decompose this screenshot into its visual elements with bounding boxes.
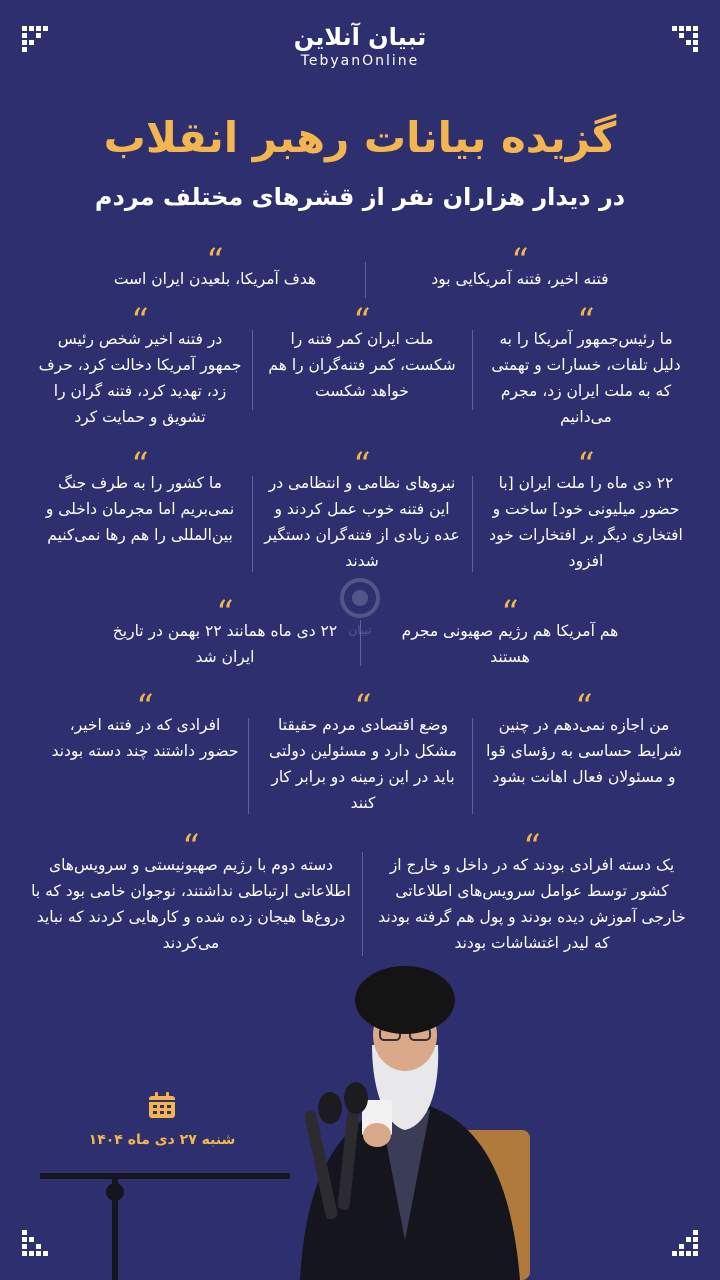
divider [248, 718, 249, 814]
quote-mark-icon: “ [216, 593, 234, 633]
brand-name-english: TebyanOnline [300, 53, 420, 69]
quote-mark-icon: “ [577, 301, 595, 341]
quote-card [385, 241, 655, 292]
quote-text: فتنه اخیر، فتنه آمریکایی بود [431, 270, 609, 288]
quote-card [40, 445, 240, 548]
quote-mark-icon: “ [353, 301, 371, 341]
quote-text: ملت ایران کمر فتنه را شکست، کمر فتنه‌گران را هم خواهد شکست [268, 330, 456, 400]
quote-mark-icon: “ [131, 445, 149, 485]
quote-text: هدف آمریکا، بلعیدن ایران است [113, 270, 317, 288]
quote-mark-icon: “ [575, 687, 593, 727]
page-title: گزیده بیانات رهبر انقلاب [103, 113, 617, 162]
quote-mark-icon: “ [501, 593, 519, 633]
quote-text: دسته دوم با رژیم صهیونیستی و سرویس‌های اطلاعاتی ارتباطی نداشتند، نوجوان خامی بود که با دروغ‌ها هیجان زده شده و کارهایی کردند که نباید می‌کردند [31, 856, 351, 952]
quote-text: ما رئیس‌جمهور آمریکا را به دلیل تلفات، خسارات و تهمتی که به ملت ایران زد، مجرم می‌دانیم [491, 330, 681, 426]
quote-text: ۲۲ دی ماه را ملت ایران [با حضور میلیونی خود] ساخت و افتخاری دیگر بر افتخارات خود افزود [489, 474, 683, 570]
brand-logo [0, 22, 720, 70]
quote-card [262, 301, 462, 404]
quote-text: ما کشور را به طرف جنگ نمی‌بریم اما مجرمان داخلی و بین‌المللی را هم رها نمی‌کنیم [45, 474, 235, 544]
divider [252, 476, 253, 572]
quote-card [110, 593, 340, 670]
quote-text: وضع اقتصادی مردم حقیقتا مشکل دارد و مسئولین دولتی باید در این زمینه دو برابر کار کنند [269, 716, 457, 812]
quote-card [36, 301, 244, 430]
quote-mark-icon: “ [206, 241, 224, 281]
quote-card [395, 593, 625, 670]
quote-mark-icon: “ [182, 827, 200, 867]
brand-name-persian: تبیان آنلاین [293, 23, 427, 51]
divider [472, 476, 473, 572]
quote-card [50, 687, 240, 764]
quote-text: نیروهای نظامی و انتظامی در این فتنه خوب عمل کردند و عده زیادی از فتنه‌گران دستگیر شدند [264, 474, 460, 570]
divider [252, 330, 253, 410]
quote-mark-icon: “ [353, 445, 371, 485]
quote-text: هم آمریکا هم رژیم صهیونی مجرم هستند [401, 622, 619, 666]
quote-card [80, 241, 350, 292]
quote-text: یک دسته افرادی بودند که در داخل و خارج از کشور توسط عوامل سرویس‌های اطلاعاتی خارجی آموزش دیده بودند و پول هم گرفته بودند که لیدر اغتشاشات بودند [378, 856, 686, 952]
quote-text: من اجازه نمی‌دهم در چنین شرایط حساسی به رؤسای قوا و مسئولان فعال اهانت بشود [486, 716, 682, 786]
quote-mark-icon: “ [354, 687, 372, 727]
page-subtitle: در دیدار هزاران نفر از قشرهای مختلف مردم [94, 183, 626, 211]
divider [360, 620, 361, 666]
quote-card [486, 301, 686, 430]
divider [472, 718, 473, 814]
quote-card [372, 827, 692, 956]
quote-mark-icon: “ [577, 445, 595, 485]
quote-mark-icon: “ [511, 241, 529, 281]
quote-mark-icon: “ [136, 687, 154, 727]
watermark-text: تبیان [348, 623, 372, 637]
quote-card [484, 687, 684, 790]
quote-card [258, 687, 468, 816]
speaker-portrait [0, 940, 720, 1280]
quote-text: افرادی که در فتنه اخیر، حضور داشتند چند دسته بودند [51, 716, 239, 760]
date-text: شنبه ۲۷ دی ماه ۱۴۰۴ [88, 1132, 236, 1148]
divider [472, 330, 473, 410]
quote-mark-icon: “ [131, 301, 149, 341]
quote-mark-icon: “ [523, 827, 541, 867]
quote-card [262, 445, 462, 574]
quote-text: ۲۲ دی ماه همانند ۲۲ بهمن در تاریخ ایران شد [112, 622, 338, 666]
quote-card [486, 445, 686, 574]
quote-text: در فتنه اخیر شخص رئیس جمهور آمریکا دخالت کرد، حرف زد، تهدید کرد، فتنه گران را تشویق و حمایت کرد [38, 330, 242, 426]
quote-card [30, 827, 352, 956]
divider [365, 262, 366, 298]
